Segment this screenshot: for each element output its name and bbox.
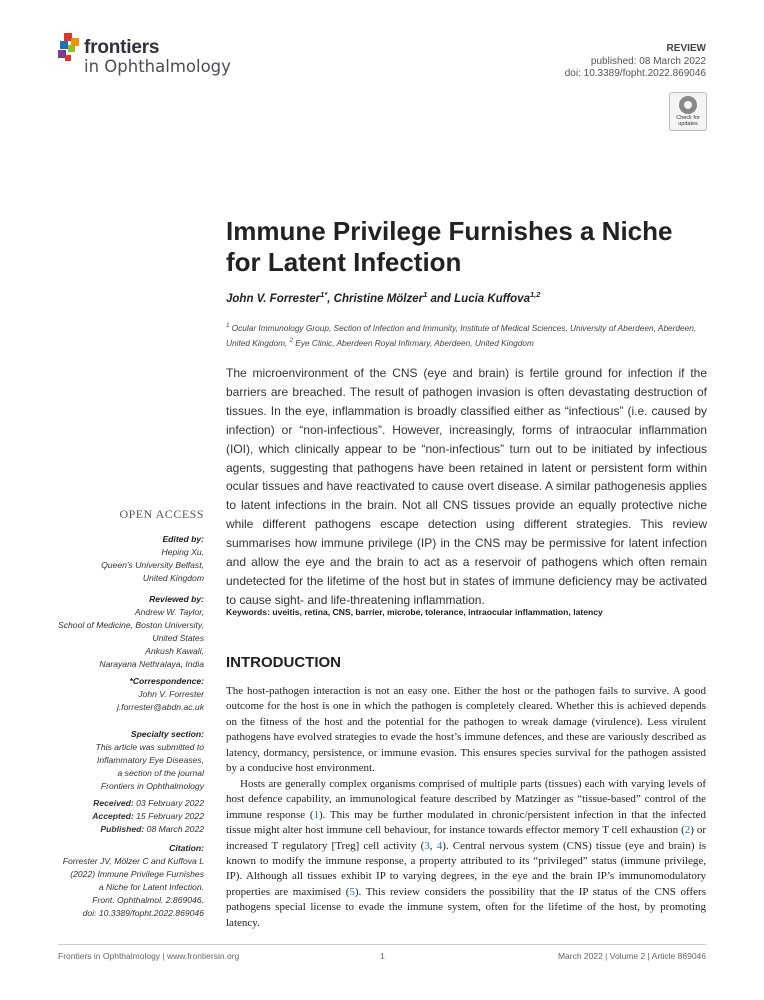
frontiers-logo-icon: [58, 33, 82, 63]
date-label: Accepted:: [92, 811, 134, 821]
journal-name: in Ophthalmology: [84, 57, 231, 76]
text-run: Hosts are generally complex organisms comprised of multiple parts (tissues) each with varying levels of host defence capability, an immunological feature described by Matzinger as “tissue-based” control of the immune response (: [226, 777, 706, 821]
email-link[interactable]: j.forrester@abdn.ac.uk: [116, 702, 204, 712]
date-value: 15 February 2022: [133, 811, 204, 821]
paragraph: [226, 777, 706, 932]
badge-label: Check for updates: [676, 115, 700, 127]
footer-journal-link[interactable]: Frontiers in Ophthalmology | www.frontiersin.org: [58, 951, 240, 961]
reference-link[interactable]: 4: [436, 839, 443, 852]
sidebar-line: Front. Ophthalmol. 2:869046.: [92, 895, 204, 905]
sidebar-line[interactable]: Heping Xu,: [161, 547, 204, 557]
author-sep: and: [427, 292, 455, 305]
sidebar-line: United States: [152, 633, 204, 643]
sidebar-line: Narayana Nethralaya, India: [99, 659, 204, 669]
author-list: [226, 290, 540, 305]
correspondence: [117, 675, 204, 714]
author-sup: 1*: [320, 290, 328, 299]
doi[interactable]: doi: 10.3389/fopht.2022.869046: [564, 68, 706, 79]
reference-link[interactable]: 2: [684, 824, 691, 837]
reference-link[interactable]: 3: [424, 839, 430, 852]
sidebar-line: This article was submitted to: [95, 742, 204, 752]
date-value: 03 February 2022: [133, 798, 204, 808]
affil-sup: 2: [289, 337, 293, 344]
sidebar-label: Edited by:: [162, 534, 204, 544]
affil-text: Ocular Immunology Group, Section of Infection and Immunity, Institute of Medical Sciences, University of Aberdeen, Aberdeen, United Kingdom,: [226, 322, 697, 348]
abstract: The microenvironment of the CNS (eye and brain) is fertile ground for infection if the barriers are breached. The result of pathogen invasion is often devastating destruction of tissues. In the eye, inflammation is broadly classified either as “infectious” (i.e. caused by infection) or “non-infectious”. However, increasingly, forms of intraocular inflammation (IOI), which clinically appear to be “non-infectious” turn out to be initiated by infectious agents, suggesting that pathogens have been retained in latent or persistent form within ocular tissues and have reactivated to cause overt disease. A similar pathogenesis applies to latent infections in the brain. Not all CNS tissues provide an equally protective niche while different pathogens escape detection using different strategies. This review summarises how immune privilege (IP) in the CNS may be permissive for latent infection and allow the eye and the brain to act as a reservoir of pathogens which often remain undetected for the lifetime of the host but in states of immune deficiency may be activated to cause sight- and life-threatening inflammation.: [226, 366, 707, 607]
keywords-text: uveitis, retina, CNS, barrier, microbe, tolerance, intraocular inflammation, latency: [269, 607, 603, 617]
author-sup: 1: [423, 290, 428, 299]
text-run: ) or increased T regulatory [Treg] cell activity (: [226, 824, 706, 852]
sidebar-line: Frontiers in Ophthalmology: [100, 781, 204, 791]
date-value: 08 March 2022: [144, 824, 204, 834]
body-text: [226, 684, 706, 931]
doi-link[interactable]: doi: 10.3389/fopht.2022.869046: [82, 908, 204, 918]
text-run: ,: [429, 839, 437, 852]
article-title: [226, 216, 716, 278]
reviewed-by: [58, 593, 204, 671]
article-dates: [92, 797, 204, 836]
article-type: REVIEW: [666, 43, 706, 54]
author-name[interactable]: Lucia Kuffova: [454, 292, 530, 305]
sidebar-line: Forrester JV, Mölzer C and Kuffova L: [62, 856, 204, 866]
sidebar-line: Inflammatory Eye Diseases,: [97, 755, 204, 765]
text-run: ). This review considers the possibility that the IP status of the CNS offers pathogens special license to evade the immune system, often for the lifetime of the host, by promoting latency.: [226, 885, 706, 929]
title-line: Immune Privilege Furnishes a Niche: [226, 216, 673, 246]
date-label: Published:: [100, 824, 145, 834]
brand-name: frontiers: [84, 37, 160, 58]
reference-link[interactable]: 5: [349, 885, 355, 898]
sidebar-label: Reviewed by:: [149, 594, 204, 604]
update-icon: [679, 96, 697, 114]
check-for-updates-button[interactable]: [669, 92, 707, 131]
author-sep: ,: [327, 292, 334, 305]
page-number: 1: [380, 951, 385, 961]
sidebar-label: Citation:: [169, 843, 204, 853]
sidebar-line[interactable]: Ankush Kawali,: [145, 646, 204, 656]
keywords-label: Keywords:: [226, 607, 270, 617]
author-sup: 1,2: [529, 290, 541, 299]
affil-text: Eye Clinic, Aberdeen Royal Infirmary, Aberdeen, United Kingdom: [293, 337, 534, 348]
sidebar-line[interactable]: Andrew W. Taylor,: [134, 607, 204, 617]
paragraph: The host-pathogen interaction is not an easy one. Either the host or the pathogen fails to survive. A good outcome for the host is one in which the pathogen is completely cleared. Whether this is achieved depends on the fitness of the host and the potential for the pathogen to wreak damage (virulence). Less virulent pathogens have evolved strategies to evade the host’s immune defences, and these are variously described as latency, dormancy, persistence, or immune evasion. This ensures species survival for the pathogen assisted by a conducive host environment.: [226, 685, 706, 775]
keywords: [226, 607, 716, 617]
text-run: ). Central nervous system (CNS) tissue (eye and brain) is known to modify the immune response, a property attributed to its “privileged” status (immune privilege, IP). Although all tissues exhibit IP to varying degrees, in the eye and the brain IP’s immunomodulatory properties are maximised (: [226, 839, 707, 898]
specialty-section: [96, 728, 204, 793]
affil-sup: 1: [226, 323, 230, 329]
affiliations: [226, 320, 716, 350]
footer-divider: [58, 944, 706, 945]
published-date: published: 08 March 2022: [590, 55, 706, 67]
sidebar-line: School of Medicine, Boston University,: [57, 620, 204, 630]
author-name[interactable]: Christine Mölzer: [333, 292, 424, 305]
open-access-label: OPEN ACCESS: [119, 507, 204, 521]
sidebar-line: Queen's University Belfast,: [101, 560, 204, 570]
journal-logo[interactable]: [58, 33, 258, 81]
sidebar-line: United Kingdom: [142, 573, 204, 583]
section-heading: INTRODUCTION: [226, 654, 341, 671]
text-run: ). This may be further modulated in chronic/persistent infection in that the infected tissue might alter host immune cell behaviour, for instance towards effector memory T cell exhaustion (: [226, 808, 706, 837]
sidebar-label: *Correspondence:: [129, 676, 204, 686]
citation: [63, 842, 204, 920]
title-line: for Latent Infection: [226, 247, 462, 277]
sidebar-label: Specialty section:: [130, 729, 204, 739]
sidebar-line: John V. Forrester: [138, 689, 204, 699]
reference-link[interactable]: 1: [313, 808, 319, 821]
edited-by: [101, 533, 204, 585]
sidebar-line: a Niche for Latent Infection.: [98, 882, 204, 892]
sidebar-line: (2022) Immune Privilege Furnishes: [70, 869, 204, 879]
sidebar-line: a section of the journal: [117, 768, 204, 778]
date-label: Received:: [93, 798, 134, 808]
article-meta: [565, 43, 706, 81]
footer-issue-info: March 2022 | Volume 2 | Article 869046: [557, 951, 706, 961]
author-name[interactable]: John V. Forrester: [226, 292, 321, 305]
